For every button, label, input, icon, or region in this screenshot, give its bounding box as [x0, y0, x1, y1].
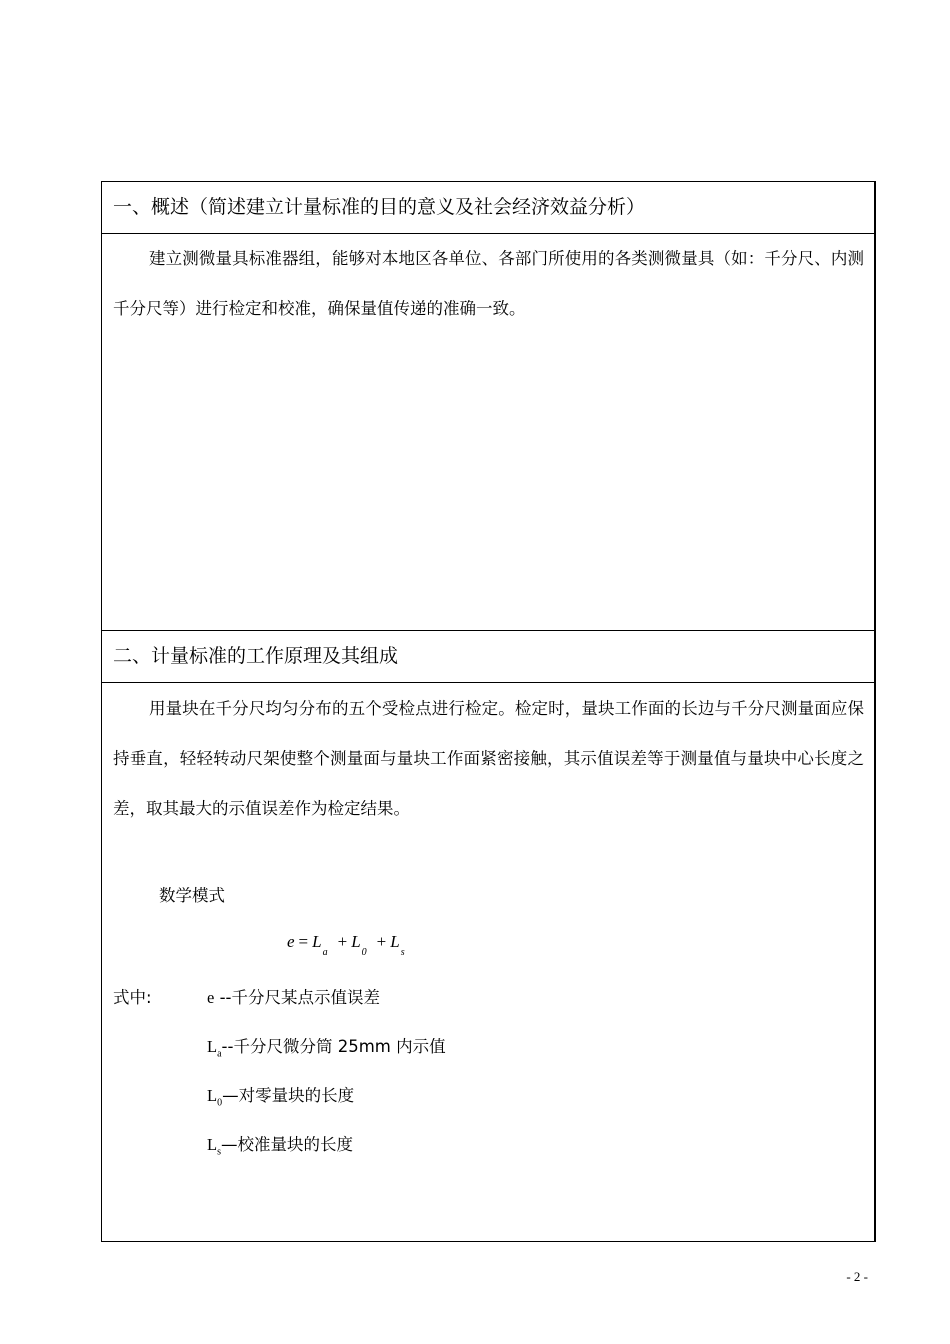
- formula-term: L: [351, 932, 361, 951]
- section-1-header: 一、概述（简述建立计量标准的目的意义及社会经济效益分析）: [102, 182, 874, 234]
- definition-e: [207, 984, 380, 1008]
- where-label: 式中:: [113, 988, 152, 1007]
- definition-symbol: L: [207, 1135, 218, 1154]
- formula-term: L: [312, 932, 322, 951]
- definition-la: [207, 1033, 446, 1059]
- definition-l0: [207, 1082, 354, 1108]
- definition-sub: a: [217, 1048, 222, 1060]
- formula: [287, 932, 411, 959]
- formula-term-sub: s: [400, 947, 405, 959]
- definition-symbol: L: [207, 1086, 218, 1105]
- math-model-label: 数学模式: [159, 886, 225, 905]
- form-table: [101, 181, 876, 1242]
- definition-sub: s: [217, 1146, 221, 1158]
- formula-plus: +: [376, 932, 387, 951]
- section-2-header: 二、计量标准的工作原理及其组成: [102, 630, 874, 683]
- formula-term-sub: a: [322, 947, 328, 959]
- definition-text: --千分尺微分筒 25mm 内示值: [221, 1037, 446, 1056]
- page-number: - 2 -: [846, 1269, 868, 1284]
- section-1-body: 建立测微量具标准器组，能够对本地区各单位、各部门所使用的各类测微量具（如：千分尺、内测千分尺等）进行检定和校准，确保量值传递的准确一致。: [113, 249, 864, 318]
- definition-ls: [207, 1131, 353, 1157]
- formula-lhs: e: [287, 932, 295, 951]
- definition-text: —校准量块的长度: [221, 1135, 353, 1154]
- definition-symbol: e: [207, 988, 215, 1007]
- definition-sub: 0: [217, 1097, 223, 1109]
- formula-term: L: [390, 932, 400, 951]
- definition-text: —对零量块的长度: [222, 1086, 355, 1105]
- definition-text: --千分尺某点示值误差: [214, 988, 380, 1007]
- definition-symbol: L: [207, 1037, 218, 1056]
- formula-equals: =: [298, 932, 309, 951]
- formula-term-sub: 0: [361, 947, 367, 959]
- formula-plus: +: [337, 932, 348, 951]
- section-2-body: 用量块在千分尺均匀分布的五个受检点进行检定。检定时，量块工作面的长边与千分尺测量面应保持垂直，轻轻转动尺架使整个测量面与量块工作面紧密接触，其示值误差等于测量值与量块中心长度之差，取其最大的示值误差作为检定结果。: [113, 699, 864, 818]
